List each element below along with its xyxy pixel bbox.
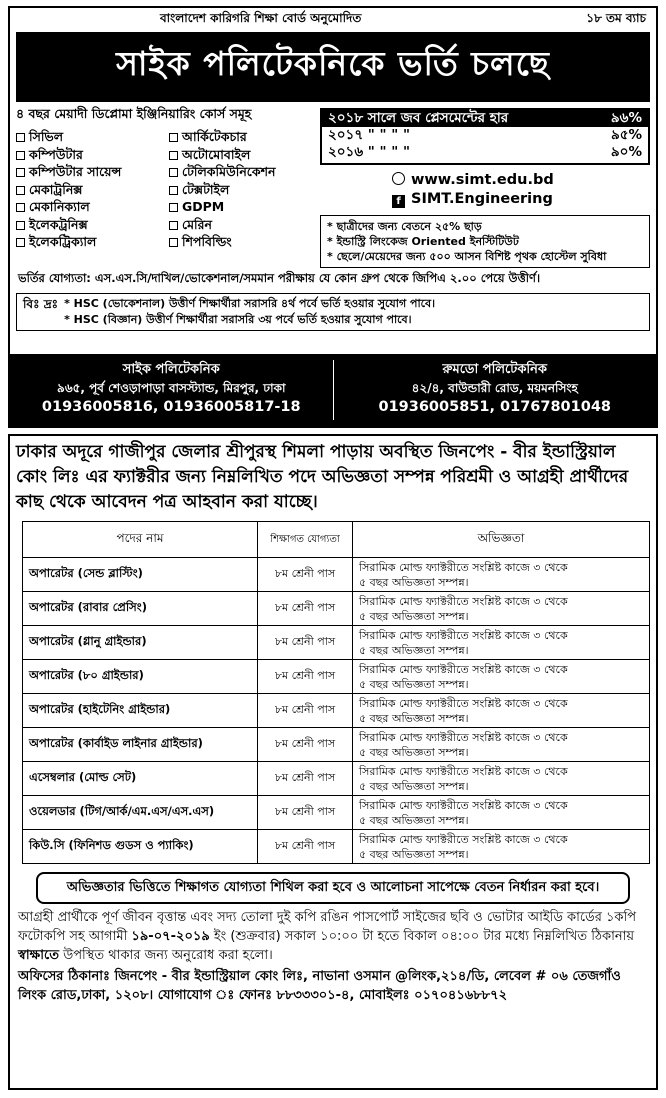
ad-middle-section xyxy=(10,104,656,268)
job-experience: সিরামিক মোল্ড ফ্যাক্টরীতে সংশ্লিষ্ট কাজে ৩ থেকে ৫ বছর অভিজ্ঞতা সম্পন্ন। xyxy=(353,660,650,694)
table-row xyxy=(23,558,650,592)
course-item: টেলিকমিউনিকেশন xyxy=(169,163,316,181)
admission-headline: সাইক পলিটেকনিকে ভর্তি চলছে xyxy=(16,32,650,102)
job-post: অপারেটর (গ্লানু গ্রাইন্ডার) xyxy=(23,626,258,660)
checkbox-icon xyxy=(16,186,25,195)
course-item: মেকাট্রনিক্স xyxy=(16,181,163,199)
offer-item: * ইন্ডাস্ট্রি লিংকেজ Oriented ইনস্টিটিউট xyxy=(327,235,519,248)
course-item: GDPM xyxy=(169,198,316,216)
checkbox-icon xyxy=(169,221,178,230)
checkbox-icon xyxy=(16,133,25,142)
job-post: অপারেটর (রাবার প্রেসিং) xyxy=(23,592,258,626)
course-section xyxy=(16,104,316,268)
course-item: টেক্সটাইল xyxy=(169,181,316,199)
header-qualification: শিক্ষাগত যোগ্যতা xyxy=(258,522,353,558)
board-approval-text: বাংলাদেশ কারিগরি শিক্ষা বোর্ড অনুমোদিত xyxy=(160,11,362,25)
job-qualification: ৮ম শ্রেনী পাস xyxy=(258,728,353,762)
campus-name: সাইক পলিটেকনিক xyxy=(122,362,220,377)
job-qualification: ৮ম শ্রেনী পাস xyxy=(258,626,353,660)
application-instructions: আগ্রহী প্রার্থীকে পূর্ণ জীবন বৃত্তান্ত এবং সদ্য তোলা দুই কপি রঙিন পাসপোর্ট সাইজের ছবি ও ভোটার আইডি কার্ডের ১কপি ফটোকপি সহ আগামী ১৯-০৭-২০১৯ ইং (শুক্রবার) সকাল ১০:০০ টা হতে বিকাল ০৪:০০ টার মধ্যে নিম্নলিখিত ঠিকানায় স্বাক্ষাতে উপস্থিত থাকার জন্য অনুরোধ করা হলো। xyxy=(18,910,637,963)
table-header-row xyxy=(23,522,650,558)
job-qualification: ৮ম শ্রেনী পাস xyxy=(258,558,353,592)
course-item: সিভিল xyxy=(16,128,163,146)
batch-label: ১৮ তম ব্যাচ xyxy=(586,11,646,25)
checkbox-icon xyxy=(169,168,178,177)
job-experience: সিরামিক মোল্ড ফ্যাক্টরীতে সংশ্লিষ্ট কাজে ৩ থেকে ৫ বছর অভিজ্ঞতা সম্পন্ন। xyxy=(353,694,650,728)
table-row xyxy=(23,796,650,830)
job-qualification: ৮ম শ্রেনী পাস xyxy=(258,660,353,694)
note-item: * HSC (ভোকেশনাল) উত্তীর্ণ শিক্ষার্থীরা সরাসরি ৪র্থ পর্বে ভর্তি হওয়ার সুযোগ পাবে। xyxy=(64,297,436,310)
placement-box xyxy=(320,108,650,165)
table-row xyxy=(23,830,650,864)
course-item: ইলেকট্রিক্যাল xyxy=(16,233,163,251)
job-experience: সিরামিক মোল্ড ফ্যাক্টরীতে সংশ্লিষ্ট কাজে ৩ থেকে ৫ বছর অভিজ্ঞতা সম্পন্ন। xyxy=(353,728,650,762)
campus-name: রুমডো পলিটেকনিক xyxy=(442,362,547,377)
course-item: অটোমোবাইল xyxy=(169,146,316,164)
job-post: অপারেটর (সেন্ড ব্লাস্টিং) xyxy=(23,558,258,592)
job-qualification: ৮ম শ্রেনী পাস xyxy=(258,796,353,830)
course-item: কম্পিউটার সায়েন্স xyxy=(16,163,163,181)
checkbox-icon xyxy=(16,221,25,230)
header-post: পদের নাম xyxy=(23,522,258,558)
job-post: এসেম্বলার (মোল্ড সেট) xyxy=(23,762,258,796)
table-row xyxy=(23,626,650,660)
table-row xyxy=(23,728,650,762)
course-item: আর্কিটেকচার xyxy=(169,128,316,146)
job-experience: সিরামিক মোল্ড ফ্যাক্টরীতে সংশ্লিষ্ট কাজে ৩ থেকে ৫ বছর অভিজ্ঞতা সম্পন্ন। xyxy=(353,592,650,626)
checkbox-icon xyxy=(16,203,25,212)
job-post: অপারেটর (হাইটেনিং গ্রাইন্ডার) xyxy=(23,694,258,728)
apply-emphasis: স্বাক্ষাতে xyxy=(18,948,59,963)
job-post: ওয়েলডার (টিগ/আর্ক/এম.এস/এস.এস) xyxy=(23,796,258,830)
relaxation-box: অভিজ্ঞতার ভিত্তিতে শিক্ষাগত যোগ্যতা শিথিল করা হবে ও আলোচনা সাপেক্ষে বেতন নির্ধারন করা হবে। xyxy=(36,872,630,904)
job-experience: সিরামিক মোল্ড ফ্যাক্টরীতে সংশ্লিষ্ট কাজে ৩ থেকে ৫ বছর অভিজ্ঞতা সম্পন্ন। xyxy=(353,558,650,592)
facebook-icon: f xyxy=(392,195,405,208)
offer-item: * ছেলে/মেয়েদের জন্য ৫০০ আসন বিশিষ্ট পৃথক হোস্টেল সুবিধা xyxy=(327,250,607,263)
table-row xyxy=(23,762,650,796)
checkbox-icon xyxy=(169,203,178,212)
job-experience: সিরামিক মোল্ড ফ্যাক্টরীতে সংশ্লিষ্ট কাজে ৩ থেকে ৫ বছর অভিজ্ঞতা সম্পন্ন। xyxy=(353,830,650,864)
job-experience: সিরামিক মোল্ড ফ্যাক্টরীতে সংশ্লিষ্ট কাজে ৩ থেকে ৫ বছর অভিজ্ঞতা সম্পন্ন। xyxy=(353,796,650,830)
checkbox-icon xyxy=(169,186,178,195)
header-experience: অভিজ্ঞতা xyxy=(353,522,650,558)
polytechnic-admission-ad xyxy=(8,6,658,428)
info-section xyxy=(316,104,650,268)
apply-date: ১৯-০৭-২০১৯ xyxy=(131,929,210,944)
campus-block xyxy=(10,354,333,426)
note-box xyxy=(16,293,650,331)
job-post: কিউ.সি (ফিনিশড গুডস ও প্যাকিং) xyxy=(23,830,258,864)
course-item: শিপবিল্ডিং xyxy=(169,233,316,251)
recruitment-ad xyxy=(8,434,658,1090)
eligibility-text: ভর্তির যোগ্যতা: এস.এস.সি/দাখিল/ভোকেশনাল/সমমান পরীক্ষায় যে কোন গ্রুপ থেকে জিপিএ ২.০০ পেয়ে উত্তীর্ণ। xyxy=(18,271,541,285)
campus-phones: 01936005816, 01936005817-18 xyxy=(41,399,301,415)
checkbox-icon xyxy=(16,151,25,160)
jobs-table xyxy=(22,521,650,864)
placement-row: ২০১৬ " " " " ৯০% xyxy=(328,144,642,160)
checkbox-icon xyxy=(16,168,25,177)
website-link[interactable]: www.simt.edu.bd xyxy=(392,171,650,190)
job-qualification: ৮ম শ্রেনী পাস xyxy=(258,762,353,796)
campus-address: ৪২/৪, বাউন্ডারী রোড, ময়মনসিংহ xyxy=(411,381,578,395)
offers-box xyxy=(320,215,650,268)
course-list xyxy=(16,128,316,251)
checkbox-icon xyxy=(169,133,178,142)
campus-block xyxy=(334,354,657,426)
note-item: * HSC (বিজ্ঞান) উত্তীর্ণ শিক্ষার্থীরা সরাসরি ৩য় পর্বে ভর্তি হওয়ার সুযোগ পাবে। xyxy=(64,313,412,326)
job-qualification: ৮ম শ্রেনী পাস xyxy=(258,830,353,864)
checkbox-icon xyxy=(16,238,25,247)
job-experience: সিরামিক মোল্ড ফ্যাক্টরীতে সংশ্লিষ্ট কাজে ৩ থেকে ৫ বছর অভিজ্ঞতা সম্পন্ন। xyxy=(353,626,650,660)
campus-phones: 01936005851, 01767801048 xyxy=(378,399,612,415)
job-experience: সিরামিক মোল্ড ফ্যাক্টরীতে সংশ্লিষ্ট কাজে ৩ থেকে ৫ বছর অভিজ্ঞতা সম্পন্ন। xyxy=(353,762,650,796)
course-item: কম্পিউটার xyxy=(16,146,163,164)
table-row xyxy=(23,592,650,626)
office-address: অফিসের ঠিকানাঃ জিনপেং - বীর ইন্ডাস্ট্রিয়াল কোং লিঃ, নাভানা ওসমান @লিংক,২১৪/ডি, লেবেল # ০৬ তেজগাঁও লিংক রোড,ঢাকা, ১২০৮। যোগাযোগ ঃ ফোনঃ ৮৮৩৩৩০১-৪, মোবাইলঃ ০১৭০৪১৬৮৮৭২ xyxy=(18,969,621,1003)
course-item: মেরিন xyxy=(169,216,316,234)
checkbox-icon xyxy=(169,238,178,247)
ad-top-bar xyxy=(10,8,656,30)
job-post: অপারেটর (কার্বাইড লাইনার গ্রাইন্ডার) xyxy=(23,728,258,762)
campus-address-bar xyxy=(10,354,656,426)
recruitment-intro: ঢাকার অদূরে গাজীপুর জেলার শ্রীপুরস্থ শিমলা পাড়ায় অবস্থিত জিনপেং - বীর ইন্ডাস্ট্রিয়াল কোং লিঃ এর ফ্যাক্টরীর জন্য নিম্নলিখিত পদে অভিজ্ঞতা সম্পন্ন পরিশ্রমী ও আগ্রহী প্রার্থীদের কাছ থেকে আবেদন পত্র আহবান করা যাচ্ছে। xyxy=(16,442,629,512)
globe-icon xyxy=(392,172,405,185)
note-label: বিঃ দ্রঃ xyxy=(23,297,59,311)
table-row xyxy=(23,660,650,694)
course-item: মেকানিক্যাল xyxy=(16,198,163,216)
job-qualification: ৮ম শ্রেনী পাস xyxy=(258,694,353,728)
facebook-link[interactable]: f SIMT.Engineering xyxy=(392,190,650,209)
campus-address: ৯৬৫, পূর্ব শেওড়াপাড়া বাসস্ট্যান্ড, মিরপুর, ঢাকা xyxy=(57,381,286,395)
placement-row: ২০১৮ সালে জব প্লেসমেন্টের হার ৯৬% xyxy=(322,110,648,127)
job-post: অপারেটর (৮০ গ্রাইন্ডার) xyxy=(23,660,258,694)
course-heading: ৪ বছর মেয়াদী ডিপ্লোমা ইঞ্জিনিয়ারিং কোর্স সমূহ xyxy=(16,106,252,121)
table-row xyxy=(23,694,650,728)
course-item: ইলেকট্রনিক্স xyxy=(16,216,163,234)
placement-row: ২০১৭ " " " " ৯৫% xyxy=(328,127,642,143)
job-qualification: ৮ম শ্রেনী পাস xyxy=(258,592,353,626)
web-links xyxy=(320,165,650,209)
checkbox-icon xyxy=(169,151,178,160)
offer-item: * ছাত্রীদের জন্য বেতনে ২৫% ছাড় xyxy=(327,220,482,233)
